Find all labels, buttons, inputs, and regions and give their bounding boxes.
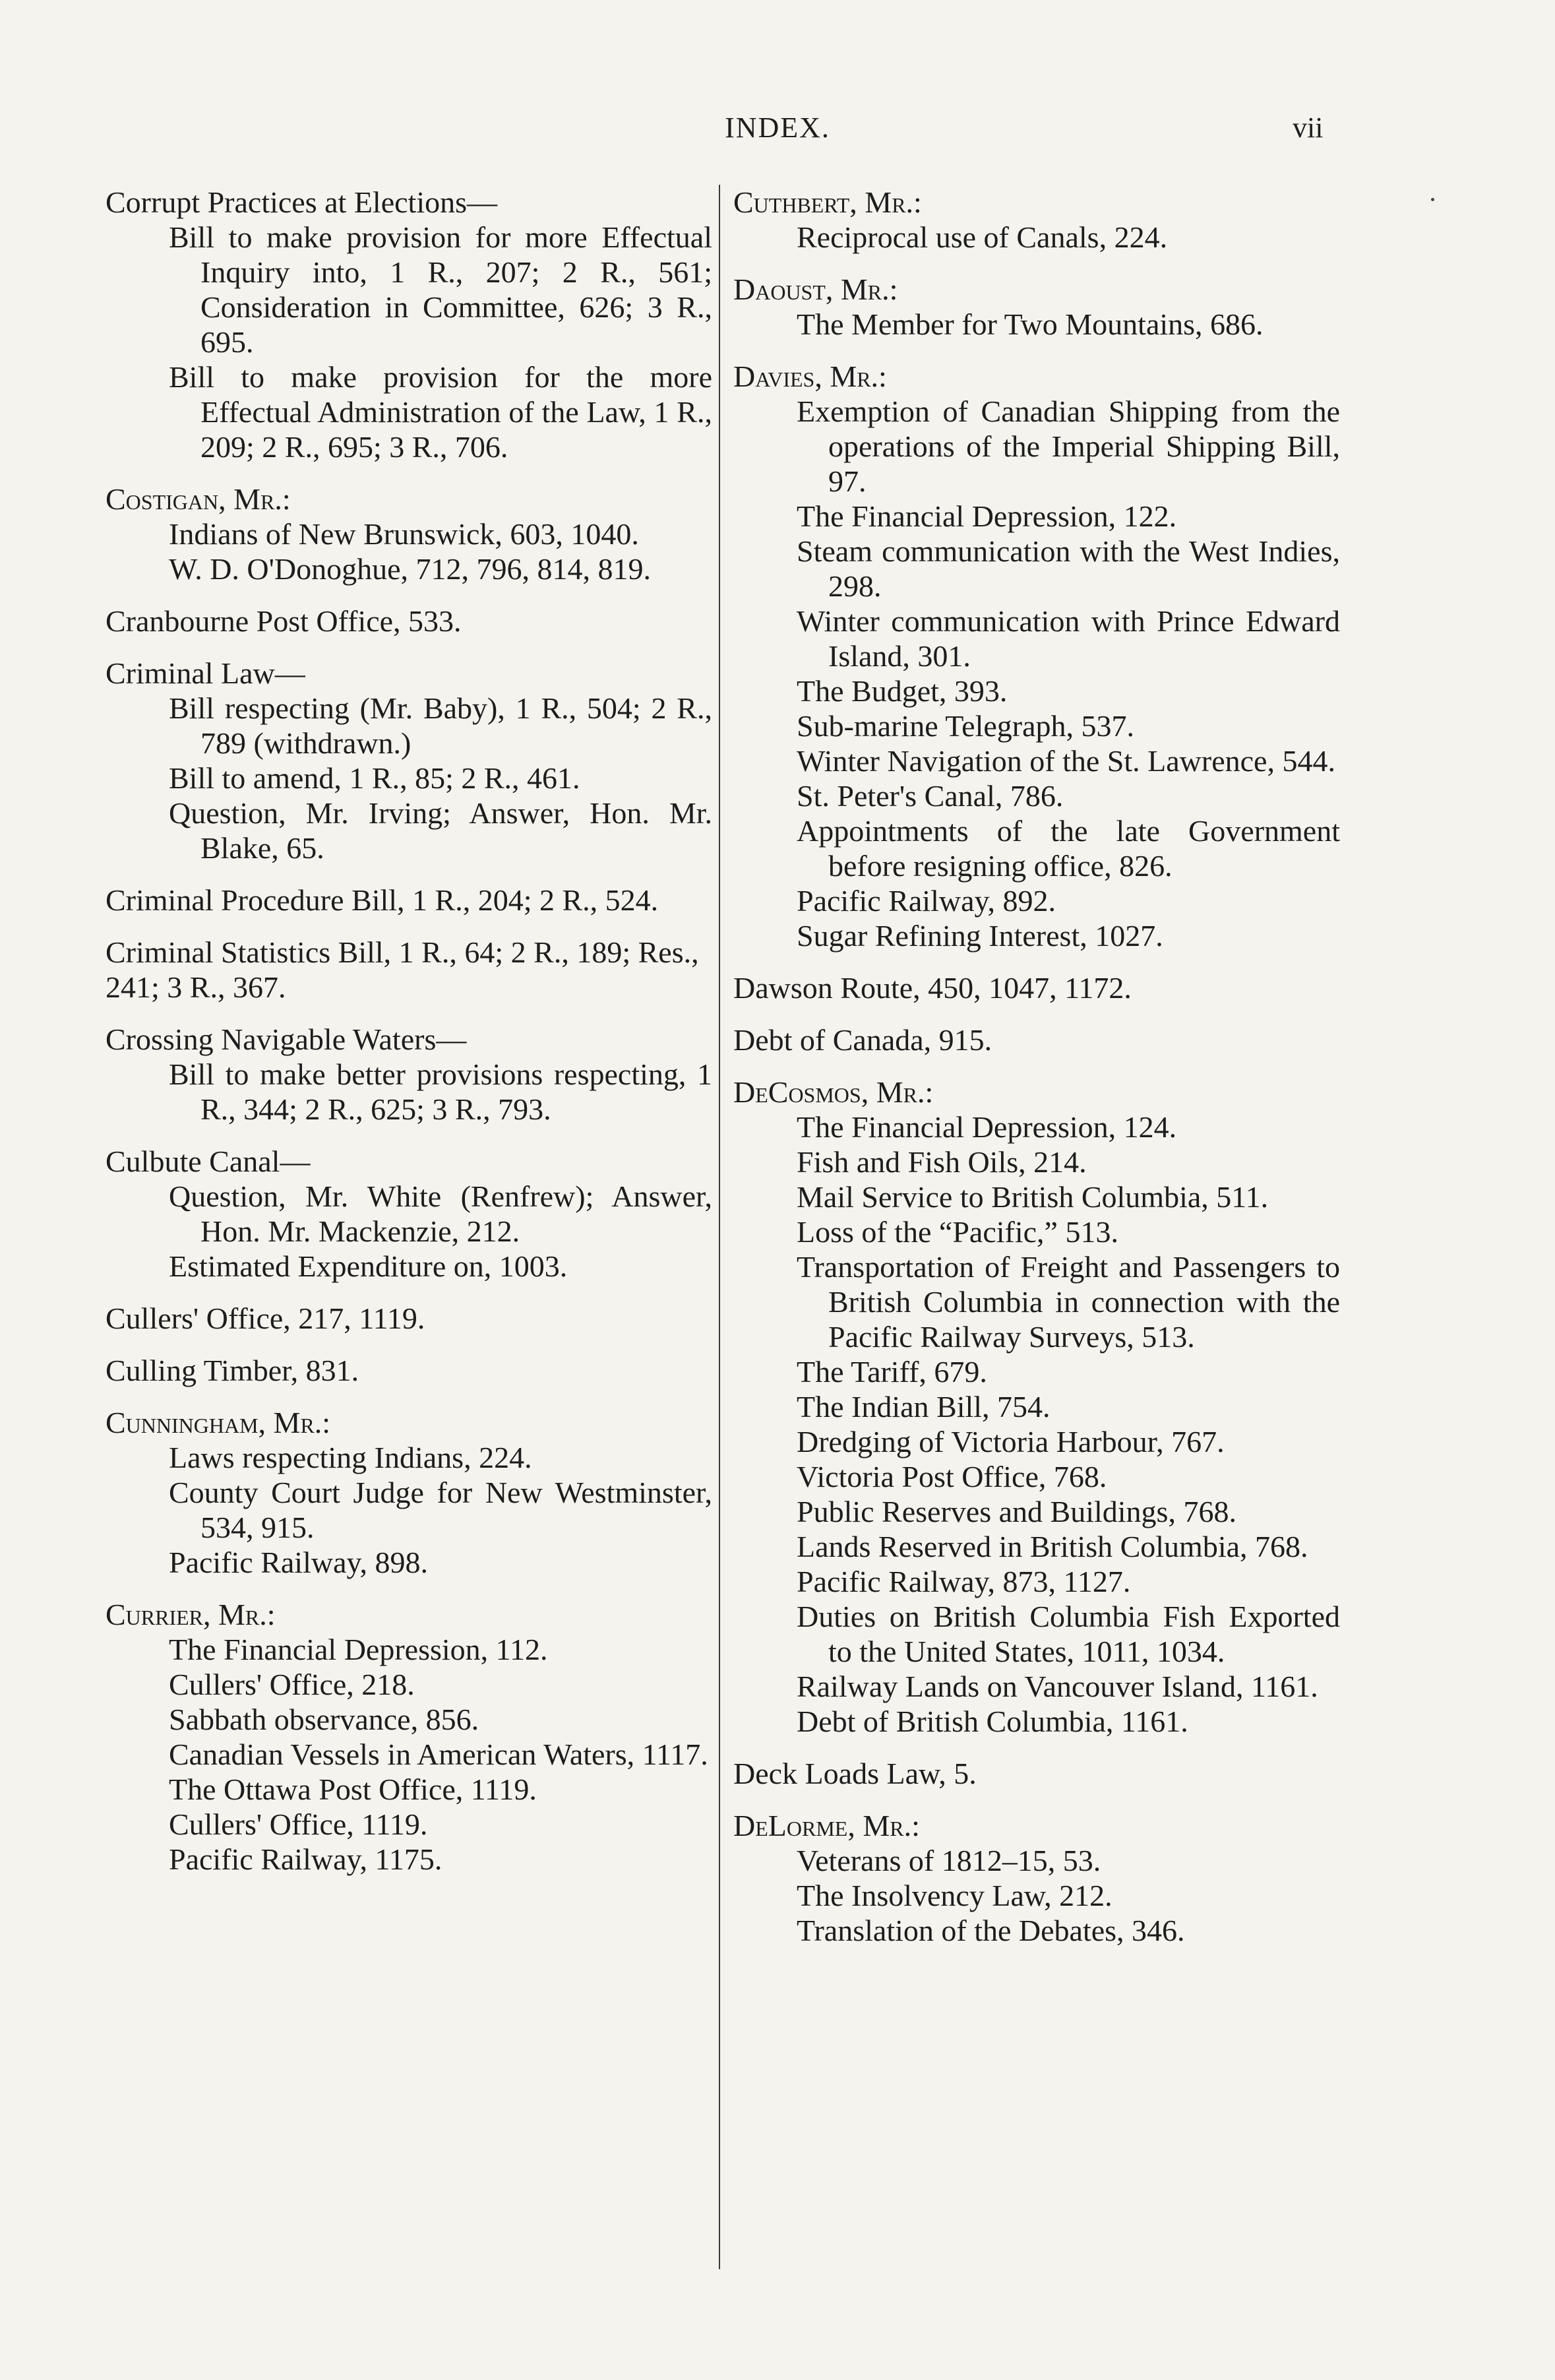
page-title: INDEX. bbox=[725, 111, 830, 144]
index-entry bbox=[106, 656, 712, 865]
right-column bbox=[733, 185, 1340, 1965]
index-subentry: Winter Navigation of the St. Lawrence, 544. bbox=[797, 744, 1335, 778]
index-subentry: Lands Reserved in British Columbia, 768. bbox=[797, 1530, 1308, 1563]
index-subentry: Sugar Refining Interest, 1027. bbox=[797, 919, 1163, 953]
index-entry bbox=[733, 1022, 1340, 1057]
index-subentry: St. Peter's Canal, 786. bbox=[797, 779, 1064, 813]
index-subentry: Transportation of Freight and Passengers to British Columbia in connection with the Pacific Railway Surveys, 513. bbox=[797, 1250, 1340, 1354]
index-entry bbox=[733, 272, 1340, 342]
index-subentry: Fish and Fish Oils, 214. bbox=[797, 1145, 1087, 1179]
index-subentry: The Tariff, 679. bbox=[797, 1355, 987, 1389]
index-entry-heading: Dawson Route, 450, 1047, 1172. bbox=[733, 971, 1132, 1005]
index-entry-heading: Deck Loads Law, 5. bbox=[733, 1757, 977, 1790]
index-entry bbox=[106, 1597, 712, 1877]
index-entry-heading: Daoust, Mr.: bbox=[733, 272, 898, 306]
column-divider bbox=[719, 185, 720, 2269]
index-subentry: Canadian Vessels in American Waters, 1117. bbox=[169, 1738, 708, 1771]
index-subentry: Question, Mr. Irving; Answer, Hon. Mr. Blake, 65. bbox=[169, 796, 712, 865]
index-subentry: The Budget, 393. bbox=[797, 674, 1008, 708]
index-subentry: Indians of New Brunswick, 603, 1040. bbox=[169, 517, 639, 551]
index-subentry: Victoria Post Office, 768. bbox=[797, 1460, 1107, 1493]
index-subentry: Translation of the Debates, 346. bbox=[797, 1914, 1185, 1947]
index-subentry: Railway Lands on Vancouver Island, 1161. bbox=[797, 1670, 1318, 1703]
index-entry-heading: Culbute Canal— bbox=[106, 1144, 311, 1178]
index-subentry: Bill to amend, 1 R., 85; 2 R., 461. bbox=[169, 761, 580, 795]
page-number: vii bbox=[1293, 111, 1324, 144]
index-entry bbox=[106, 604, 712, 639]
index-entry-heading: DeLorme, Mr.: bbox=[733, 1809, 920, 1842]
index-subentry: Bill to make provision for the more Effectual Administration of the Law, 1 R., 209; 2 R., 695; 3 R., 706. bbox=[169, 360, 712, 464]
index-subentry: Sabbath observance, 856. bbox=[169, 1703, 479, 1736]
index-entry bbox=[106, 482, 712, 586]
index-subentry: County Court Judge for New Westminster, 534, 915. bbox=[169, 1476, 712, 1544]
index-entry bbox=[106, 1405, 712, 1580]
index-subentry: Sub-marine Telegraph, 537. bbox=[797, 709, 1135, 743]
index-subentry: Public Reserves and Buildings, 768. bbox=[797, 1495, 1236, 1528]
index-subentry: W. D. O'Donoghue, 712, 796, 814, 819. bbox=[169, 552, 652, 586]
index-subentry: Laws respecting Indians, 224. bbox=[169, 1441, 532, 1474]
index-subentry: The Financial Depression, 122. bbox=[797, 499, 1177, 533]
index-subentry: Estimated Expenditure on, 1003. bbox=[169, 1249, 568, 1283]
index-subentry: Appointments of the late Government before resigning office, 826. bbox=[797, 814, 1340, 883]
index-subentry: Cullers' Office, 1119. bbox=[169, 1807, 428, 1841]
index-subentry: Exemption of Canadian Shipping from the operations of the Imperial Shipping Bill, 97. bbox=[797, 394, 1340, 498]
index-subentry: Debt of British Columbia, 1161. bbox=[797, 1705, 1188, 1738]
index-subentry: Bill respecting (Mr. Baby), 1 R., 504; 2 R., 789 (withdrawn.) bbox=[169, 691, 712, 760]
index-subentry: Pacific Railway, 898. bbox=[169, 1546, 429, 1579]
index-entry bbox=[733, 185, 1340, 255]
index-entry bbox=[106, 1353, 712, 1388]
index-subentry: Mail Service to British Columbia, 511. bbox=[797, 1180, 1269, 1214]
speck-mark bbox=[1431, 198, 1434, 201]
index-entry-heading: Cuthbert, Mr.: bbox=[733, 185, 922, 219]
index-subentry: The Ottawa Post Office, 1119. bbox=[169, 1772, 537, 1806]
index-subentry: Pacific Railway, 892. bbox=[797, 884, 1056, 918]
index-subentry: The Member for Two Mountains, 686. bbox=[797, 307, 1264, 341]
left-column bbox=[106, 185, 712, 1894]
index-entry-heading: Davies, Mr.: bbox=[733, 360, 887, 393]
index-entry-heading: Currier, Mr.: bbox=[106, 1598, 276, 1631]
index-entry bbox=[106, 1301, 712, 1336]
index-subentry: Pacific Railway, 1175. bbox=[169, 1842, 442, 1876]
index-subentry: Cullers' Office, 218. bbox=[169, 1668, 415, 1701]
index-entry-heading: Debt of Canada, 915. bbox=[733, 1023, 992, 1057]
index-entry bbox=[733, 359, 1340, 953]
index-subentry: Winter communication with Prince Edward Island, 301. bbox=[797, 604, 1340, 673]
index-subentry: Duties on British Columbia Fish Exported to the United States, 1011, 1034. bbox=[797, 1600, 1340, 1668]
index-entry-heading: Costigan, Mr.: bbox=[106, 482, 291, 516]
index-subentry: Loss of the “Pacific,” 513. bbox=[797, 1215, 1118, 1249]
index-subentry: Reciprocal use of Canals, 224. bbox=[797, 220, 1168, 254]
index-subentry: Dredging of Victoria Harbour, 767. bbox=[797, 1425, 1225, 1458]
index-entry-heading: Criminal Law— bbox=[106, 656, 305, 690]
index-subentry: Bill to make provision for more Effectual Inquiry into, 1 R., 207; 2 R., 561; Consideration in Committee, 626; 3 R., 695. bbox=[169, 220, 712, 359]
index-entry bbox=[733, 1756, 1340, 1791]
index-entry bbox=[733, 970, 1340, 1005]
index-subentry: Veterans of 1812–15, 53. bbox=[797, 1844, 1101, 1877]
index-subentry: The Financial Depression, 112. bbox=[169, 1633, 548, 1666]
index-entry bbox=[106, 1022, 712, 1127]
index-entry-heading: Cunningham, Mr.: bbox=[106, 1406, 331, 1439]
index-entry bbox=[733, 1075, 1340, 1739]
index-entry bbox=[106, 935, 712, 1005]
index-subentry: Pacific Railway, 873, 1127. bbox=[797, 1565, 1131, 1598]
index-entry bbox=[106, 883, 712, 918]
index-entry-heading: Criminal Statistics Bill, 1 R., 64; 2 R., 189; Res., 241; 3 R., 367. bbox=[106, 935, 699, 1004]
index-entry-heading: Culling Timber, 831. bbox=[106, 1354, 359, 1387]
index-entry-heading: Corrupt Practices at Elections— bbox=[106, 185, 498, 219]
index-subentry: Bill to make better provisions respecting, 1 R., 344; 2 R., 625; 3 R., 793. bbox=[169, 1057, 712, 1126]
index-entry-heading: Cranbourne Post Office, 533. bbox=[106, 604, 462, 638]
index-entry-heading: Cullers' Office, 217, 1119. bbox=[106, 1301, 425, 1335]
index-subentry: The Financial Depression, 124. bbox=[797, 1110, 1177, 1144]
index-entry bbox=[733, 1808, 1340, 1948]
index-entry bbox=[106, 1144, 712, 1284]
index-entry-heading: Crossing Navigable Waters— bbox=[106, 1022, 467, 1056]
index-subentry: The Insolvency Law, 212. bbox=[797, 1879, 1113, 1912]
index-subentry: Question, Mr. White (Renfrew); Answer, Hon. Mr. Mackenzie, 212. bbox=[169, 1179, 712, 1248]
index-entry-heading: Criminal Procedure Bill, 1 R., 204; 2 R., 524. bbox=[106, 883, 659, 917]
index-entry bbox=[106, 185, 712, 464]
index-subentry: Steam communication with the West Indies, 298. bbox=[797, 534, 1340, 603]
index-subentry: The Indian Bill, 754. bbox=[797, 1390, 1051, 1424]
index-entry-heading: DeCosmos, Mr.: bbox=[733, 1075, 934, 1109]
